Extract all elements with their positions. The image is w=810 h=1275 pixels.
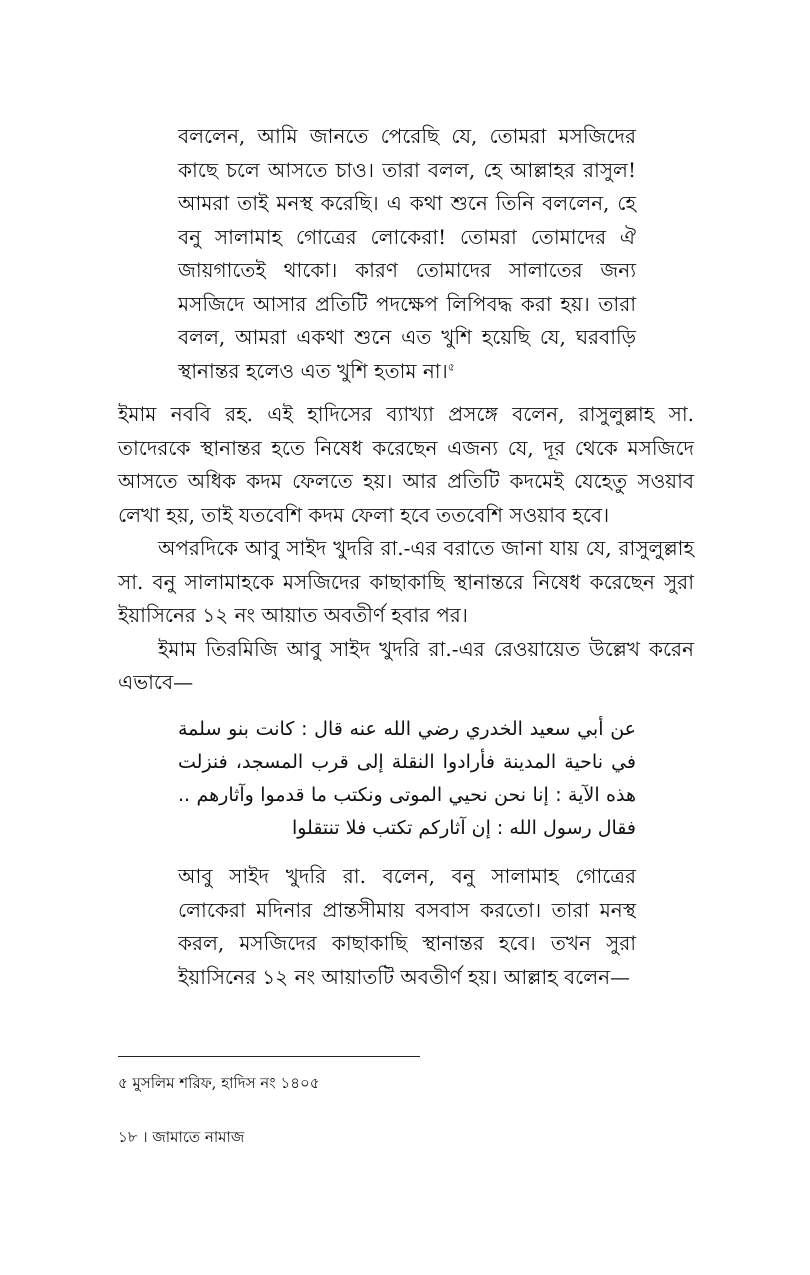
commentary-paragraph-3: ইমাম তিরমিজি আবু সাইদ খুদরি রা.-এর রেওয়ায়েত উল্লেখ করেন এভাবে— <box>118 636 694 694</box>
commentary-paragraph-2: অপরদিকে আবু সাইদ খুদরি রা.-এর বরাতে জানা যায় যে, রাসুলুল্লাহ সা. বনু সালামাহকে মসজিদের কাছাকাছি স্থানান্তরে নিষেধ করেছেন সুরা ইয়াসিনের ১২ নং আয়াত অবতীর্ণ হবার পর। <box>118 536 694 627</box>
footnote: ৫ মুসলিম শরিফ, হাদিস নং ১৪০৫ <box>118 1074 320 1092</box>
hadith-quote-block <box>178 120 636 388</box>
hadith-quote-paragraph <box>178 120 636 388</box>
hadith-quote-text: বললেন, আমি জানতে পেরেছি যে, তোমরা মসজিদের কাছে চলে আসতে চাও। তারা বলল, হে আল্লাহর রাসুল! আমরা তাই মনস্থ করেছি। এ কথা শুনে তিনি বললেন, হে বনু সালামাহ গোত্রের লোকেরা! তোমরা তোমাদের ঐ জায়গাতেই থাকো। কারণ তোমাদের সালাতের জন্য মসজিদে আসার প্রতিটি পদক্ষেপ লিপিবদ্ধ করা হয়। তারা বলল, আমরা একথা শুনে এত খুশি হয়েছি যে, ঘরবাড়ি স্থানান্তর হলেও এত খুশি হতাম না। <box>178 124 636 383</box>
page-footer: ১৮ । জামাতে নামাজ <box>118 1128 245 1146</box>
footnote-marker: ৫ <box>447 359 455 373</box>
translation-block <box>178 860 636 994</box>
translation-text: আবু সাইদ খুদরি রা. বলেন, বনু সালামাহ গোত্রের লোকেরা মদিনার প্রান্তসীমায় বসবাস করতো। তারা মনস্থ করল, মসজিদের কাছাকাছি স্থানান্তর হবে। তখন সুরা ইয়াসিনের ১২ নং আয়াতটি অবতীর্ণ হয়। আল্লাহ বলেন— <box>178 864 636 989</box>
footnote-divider <box>118 1056 420 1057</box>
arabic-hadith-text: عن أبي سعيد الخدري رضي الله عنه قال : كانت بنو سلمة في ناحية المدينة فأرادوا النقلة إلى قرب المسجد، فنزلت هذه الآية : إنا نحن نحيي الموتى ونكتب ما قدموا وآثارهم .. فقال رسول الله : إن آثاركم تكتب فلا تنتقلوا <box>178 718 636 839</box>
commentary-block <box>118 398 694 700</box>
arabic-hadith-block <box>178 713 636 845</box>
commentary-paragraph-1: ইমাম নববি রহ. এই হাদিসের ব্যাখ্যা প্রসঙ্গে বলেন, রাসুলুল্লাহ সা. তাদেরকে স্থানান্তর হতে নিষেধ করেছেন এজন্য যে, দূর থেকে মসজিদে আসতে অধিক কদম ফেলতে হয়। আর প্রতিটি কদমেই যেহেতু সওয়াব লেখা হয়, তাই যতবেশি কদম ফেলা হবে ততবেশি সওয়াব হবে। <box>118 402 694 527</box>
